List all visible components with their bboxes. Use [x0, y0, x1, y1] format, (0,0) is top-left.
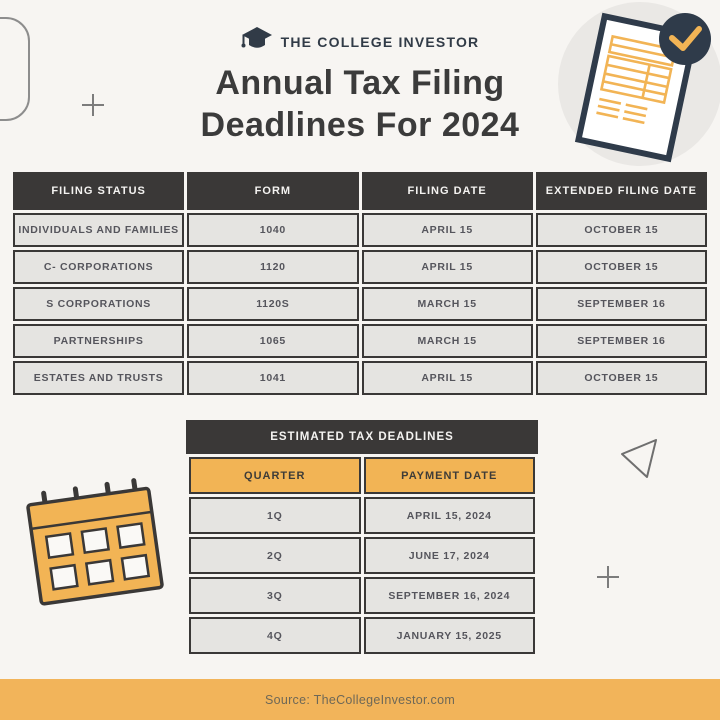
cell-payment-date: APRIL 15, 2024: [364, 497, 536, 534]
cell-quarter: 3Q: [189, 577, 361, 614]
plus-icon: [597, 566, 619, 588]
cell-form: 1120: [187, 250, 358, 284]
cell-extended-date: OCTOBER 15: [536, 213, 707, 247]
column-header-filing-date: FILING DATE: [362, 172, 533, 210]
cell-extended-date: OCTOBER 15: [536, 250, 707, 284]
cell-filing-date: MARCH 15: [362, 324, 533, 358]
table-header-row: [13, 172, 707, 210]
table-row: [189, 497, 535, 534]
brand-name: THE COLLEGE INVESTOR: [280, 33, 480, 50]
estimated-tax-section: [186, 420, 538, 657]
cell-filing-status: ESTATES AND TRUSTS: [13, 361, 184, 395]
filing-deadlines-table: [10, 169, 710, 398]
cell-quarter: 1Q: [189, 497, 361, 534]
estimated-tax-table: [186, 454, 538, 657]
page-title: [0, 62, 720, 146]
column-header-quarter: QUARTER: [189, 457, 361, 494]
estimated-table-title: ESTIMATED TAX DEADLINES: [186, 420, 538, 454]
page-title-line1: Annual Tax Filing: [215, 64, 505, 102]
table-row: [13, 287, 707, 321]
table-row: [13, 213, 707, 247]
cell-filing-date: APRIL 15: [362, 213, 533, 247]
graduation-cap-icon: [241, 26, 273, 57]
table-row: [13, 250, 707, 284]
source-text: Source: TheCollegeInvestor.com: [264, 692, 456, 707]
table-row: [13, 324, 707, 358]
column-header-filing-status: FILING STATUS: [13, 172, 184, 210]
footer-band: [0, 679, 720, 720]
cell-filing-status: C- CORPORATIONS: [13, 250, 184, 284]
cell-filing-status: S CORPORATIONS: [13, 287, 184, 321]
cell-filing-status: PARTNERSHIPS: [13, 324, 184, 358]
filing-deadlines-section: [10, 169, 710, 398]
cell-form: 1120S: [187, 287, 358, 321]
cell-form: 1040: [187, 213, 358, 247]
cell-extended-date: OCTOBER 15: [536, 361, 707, 395]
table-header-row: [189, 457, 535, 494]
table-row: [189, 617, 535, 654]
cell-payment-date: JUNE 17, 2024: [364, 537, 536, 574]
cell-form: 1041: [187, 361, 358, 395]
cell-filing-status: INDIVIDUALS AND FAMILIES: [13, 213, 184, 247]
cell-filing-date: APRIL 15: [362, 250, 533, 284]
calendar-icon: [24, 478, 174, 619]
table-row: [13, 361, 707, 395]
column-header-form: FORM: [187, 172, 358, 210]
brand-logo: [0, 26, 720, 57]
table-row: [189, 537, 535, 574]
cell-filing-date: APRIL 15: [362, 361, 533, 395]
page-title-line2: Deadlines For 2024: [200, 106, 520, 144]
cell-extended-date: SEPTEMBER 16: [536, 324, 707, 358]
column-header-extended-filing-date: EXTENDED FILING DATE: [536, 172, 707, 210]
cell-quarter: 2Q: [189, 537, 361, 574]
table-row: [189, 577, 535, 614]
cell-form: 1065: [187, 324, 358, 358]
cell-extended-date: SEPTEMBER 16: [536, 287, 707, 321]
cell-payment-date: JANUARY 15, 2025: [364, 617, 536, 654]
cell-filing-date: MARCH 15: [362, 287, 533, 321]
cell-payment-date: SEPTEMBER 16, 2024: [364, 577, 536, 614]
cell-quarter: 4Q: [189, 617, 361, 654]
triangle-outline-icon: [616, 432, 664, 485]
column-header-payment-date: PAYMENT DATE: [364, 457, 536, 494]
